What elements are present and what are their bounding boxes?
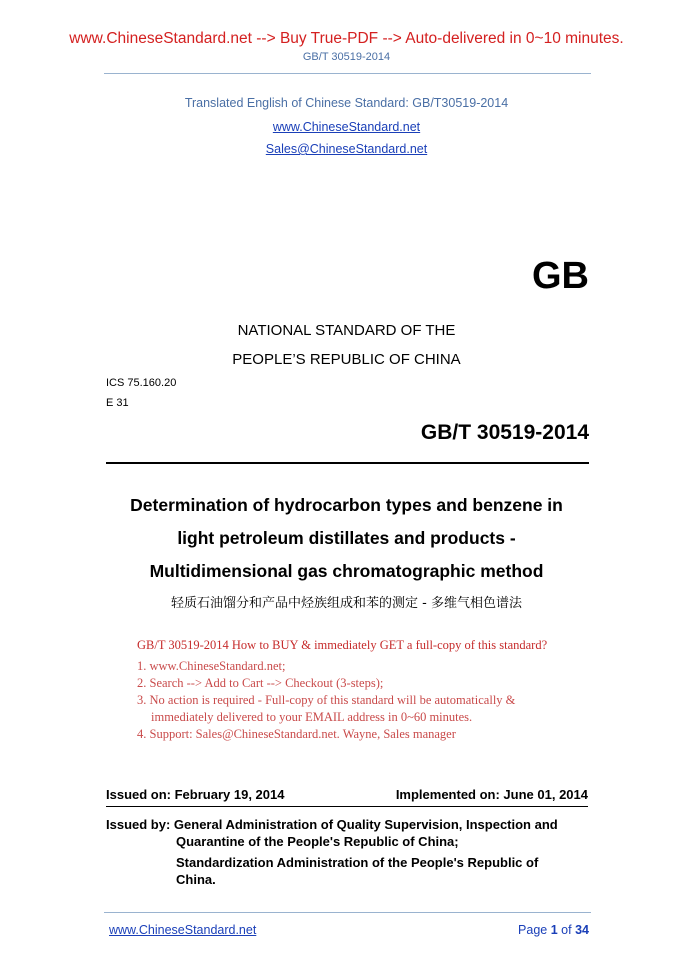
issued-date: Issued on: February 19, 2014 xyxy=(106,787,285,802)
national-standard-line2: PEOPLE’S REPUBLIC OF CHINA xyxy=(232,351,461,368)
dates-row xyxy=(106,787,588,802)
header-divider xyxy=(104,73,591,74)
page-of: of xyxy=(561,923,572,937)
issued-by-line4: China. xyxy=(176,872,216,887)
purchase-step-4[interactable]: 4. Support: Sales@ChineseStandard.net. Wayne, Sales manager xyxy=(137,727,456,741)
title-line3: Multidimensional gas chromatographic method xyxy=(149,561,544,581)
e-code: E 31 xyxy=(106,397,129,409)
page-total: 34 xyxy=(575,923,589,937)
translation-note: Translated English of Chinese Standard: GB/T30519-2014 xyxy=(184,96,509,110)
title-line1: Determination of hydrocarbon types and benzene in xyxy=(130,495,563,515)
page-indicator xyxy=(518,923,589,937)
purchase-step-3: 3. No action is required - Full-copy of this standard will be automatically & xyxy=(137,693,516,707)
national-standard-line1: NATIONAL STANDARD OF THE xyxy=(237,322,456,339)
implemented-date: Implemented on: June 01, 2014 xyxy=(395,787,588,802)
issued-by-label: Issued by: xyxy=(106,817,171,832)
purchase-step-3-cont: immediately delivered to your EMAIL address in 0~60 minutes. xyxy=(151,710,473,724)
footer-divider xyxy=(104,912,591,913)
gb-mark: GB xyxy=(532,255,589,297)
site-link[interactable]: www.ChineseStandard.net xyxy=(272,120,421,134)
top-banner[interactable]: www.ChineseStandard.net --> Buy True-PDF --> Auto-delivered in 0~10 minutes. xyxy=(69,30,624,47)
title-divider xyxy=(106,462,589,464)
email-link[interactable]: Sales@ChineseStandard.net xyxy=(265,142,428,156)
purchase-step-1[interactable]: 1. www.ChineseStandard.net; xyxy=(137,659,286,673)
issued-by-line2: Quarantine of the People's Republic of China; xyxy=(176,834,459,849)
title-line2: light petroleum distillates and products - xyxy=(177,528,516,548)
page-current: 1 xyxy=(550,923,558,937)
page-label: Page xyxy=(518,923,548,937)
title-chinese: 轻质石油馏分和产品中烃族组成和苯的测定 - 多维气相色谱法 xyxy=(171,596,522,611)
purchase-heading: GB/T 30519-2014 How to BUY & immediately GET a full-copy of this standard? xyxy=(137,638,548,652)
issued-by-line1: General Administration of Quality Supervision, Inspection and xyxy=(173,817,558,832)
dates-divider xyxy=(106,806,588,807)
purchase-steps xyxy=(137,658,515,743)
issued-by-line3: Standardization Administration of the People's Republic of xyxy=(176,855,539,870)
purchase-step-2: 2. Search --> Add to Cart --> Checkout (3-steps); xyxy=(137,676,384,690)
header-standard-code: GB/T 30519-2014 xyxy=(302,51,391,63)
ics-code: ICS 75.160.20 xyxy=(106,377,177,389)
footer-site-link[interactable]: www.ChineseStandard.net xyxy=(109,923,257,937)
issued-by-block xyxy=(106,816,588,888)
standard-number: GB/T 30519-2014 xyxy=(420,421,589,444)
